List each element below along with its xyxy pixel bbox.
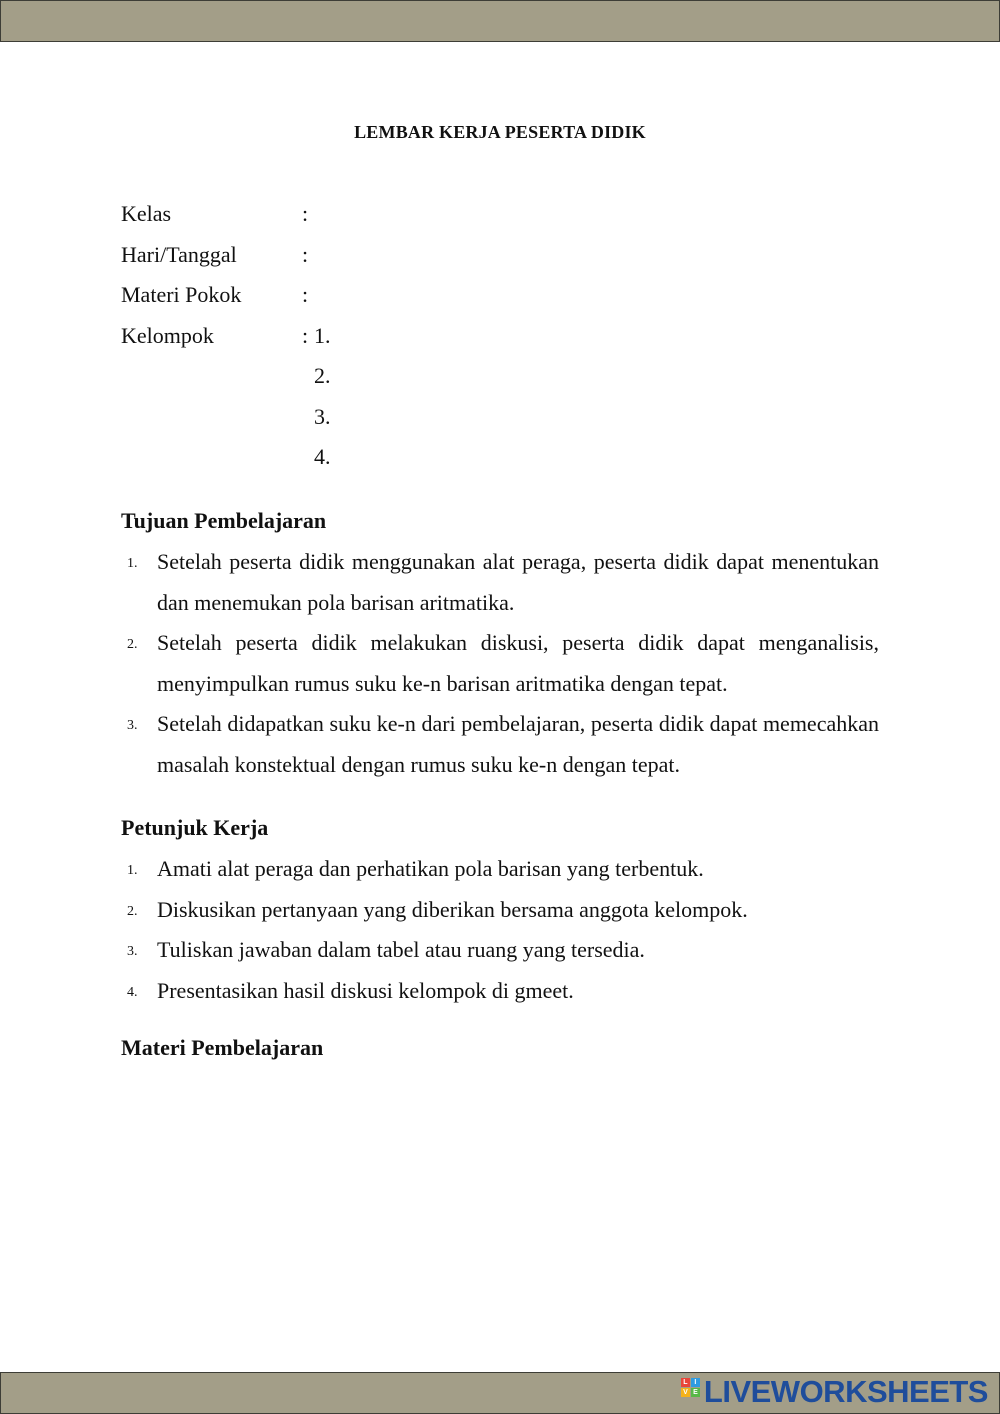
logo-text: LIVEWORKSHEETS (703, 1374, 988, 1409)
list-number: 1. (127, 863, 138, 878)
logo-mark-letter: I (691, 1378, 700, 1387)
list-text: Setelah peserta didik melakukan diskusi, peserta didik dapat menganalisis, menyimpulkan rumus suku ke-n barisan aritmatika dengan tepat. (157, 630, 879, 696)
header-band (0, 0, 1000, 42)
list-number: 2. (127, 637, 138, 652)
list-number: 3. (127, 944, 138, 959)
info-label: Materi Pokok (121, 282, 242, 307)
info-colon: : (302, 242, 309, 267)
list-text: Amati alat peraga dan perhatikan pola barisan yang terbentuk. (157, 856, 704, 881)
info-label: Hari/Tanggal (121, 242, 237, 267)
materials-heading: Materi Pembelajaran (121, 1035, 324, 1060)
objectives-heading: Tujuan Pembelajaran (121, 508, 327, 533)
instructions-heading: Petunjuk Kerja (121, 815, 269, 840)
liveworksheets-logo-icon (681, 1378, 700, 1407)
logo-mark-letter: L (681, 1378, 690, 1387)
group-member-number: 3. (314, 404, 331, 429)
info-colon: : (302, 201, 309, 226)
list-text: Setelah didapatkan suku ke-n dari pembelajaran, peserta didik dapat memecahkan masalah konstektual dengan rumus suku ke-n dengan tepat. (157, 711, 879, 777)
group-member-number: 1. (314, 323, 331, 348)
page-title: LEMBAR KERJA PESERTA DIDIK (354, 122, 646, 142)
info-label: Kelompok (121, 323, 214, 348)
list-number: 4. (127, 985, 138, 1000)
list-text: Presentasikan hasil diskusi kelompok di gmeet. (157, 978, 574, 1003)
info-colon: : (302, 282, 309, 307)
logo-mark-letter: E (691, 1388, 700, 1397)
list-text: Tuliskan jawaban dalam tabel atau ruang yang tersedia. (157, 937, 645, 962)
liveworksheets-logo[interactable] (681, 1374, 988, 1410)
logo-mark-letter: V (681, 1388, 690, 1397)
list-number: 2. (127, 904, 138, 919)
group-member-number: 2. (314, 363, 331, 388)
list-number: 1. (127, 556, 138, 571)
group-member-number: 4. (314, 444, 331, 469)
list-text: Setelah peserta didik menggunakan alat peraga, peserta didik dapat menentukan dan menemukan pola barisan aritmatika. (157, 549, 879, 615)
list-text: Diskusikan pertanyaan yang diberikan bersama anggota kelompok. (157, 897, 748, 922)
info-label: Kelas (121, 201, 172, 226)
list-number: 3. (127, 718, 138, 733)
info-colon: : (302, 323, 309, 348)
